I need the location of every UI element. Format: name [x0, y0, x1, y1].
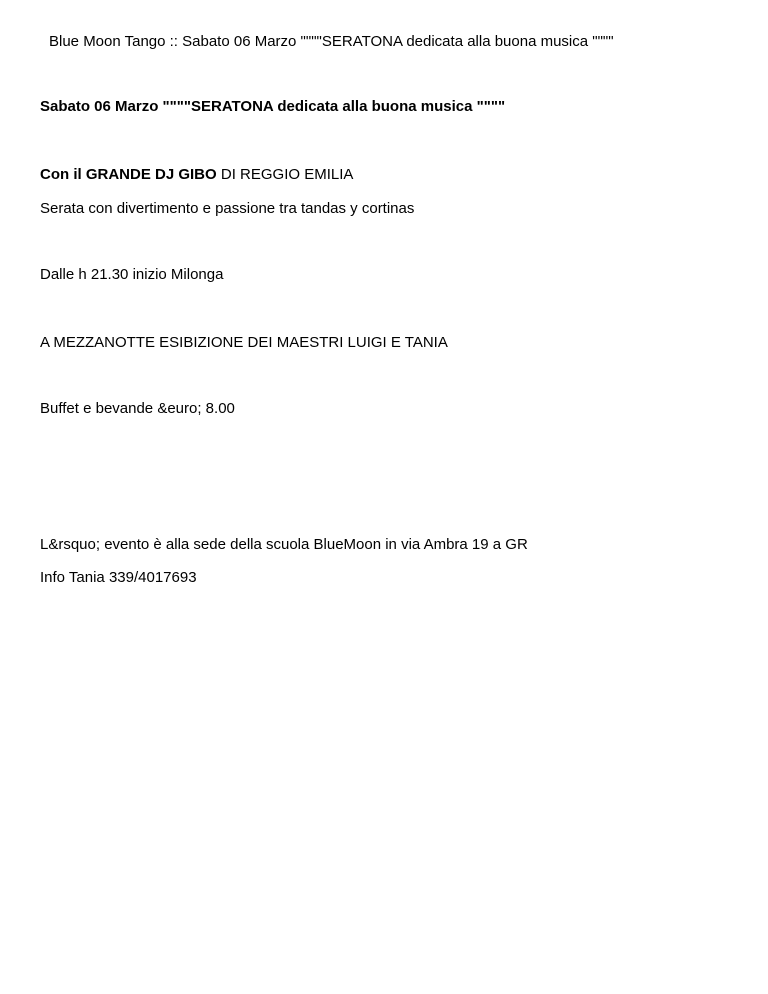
contact-info-text: Info Tania 339/4017693	[40, 569, 197, 586]
serata-text: Serata con divertimento e passione tra tandas y cortinas	[40, 200, 415, 217]
page-header: Blue Moon Tango :: Sabato 06 Marzo """"SERATONA dedicata alla buona musica """"	[49, 33, 614, 50]
dj-name: GRANDE DJ GIBO	[85, 166, 217, 183]
start-time-text: Dalle h 21.30 inizio Milonga	[40, 266, 224, 283]
dj-line	[40, 166, 353, 184]
venue-text: L&rsquo; evento è alla sede della scuola BlueMoon in via Ambra 19 a GR	[40, 536, 528, 553]
dj-suffix: DI REGGIO EMILIA	[216, 166, 354, 183]
buffet-price-text: Buffet e bevande &euro; 8.00	[40, 400, 235, 417]
event-title: Sabato 06 Marzo """"SERATONA dedicata alla buona musica """"	[40, 98, 506, 115]
midnight-show-text: A MEZZANOTTE ESIBIZIONE DEI MAESTRI LUIGI E TANIA	[40, 334, 448, 351]
dj-prefix: Con il	[40, 166, 86, 183]
